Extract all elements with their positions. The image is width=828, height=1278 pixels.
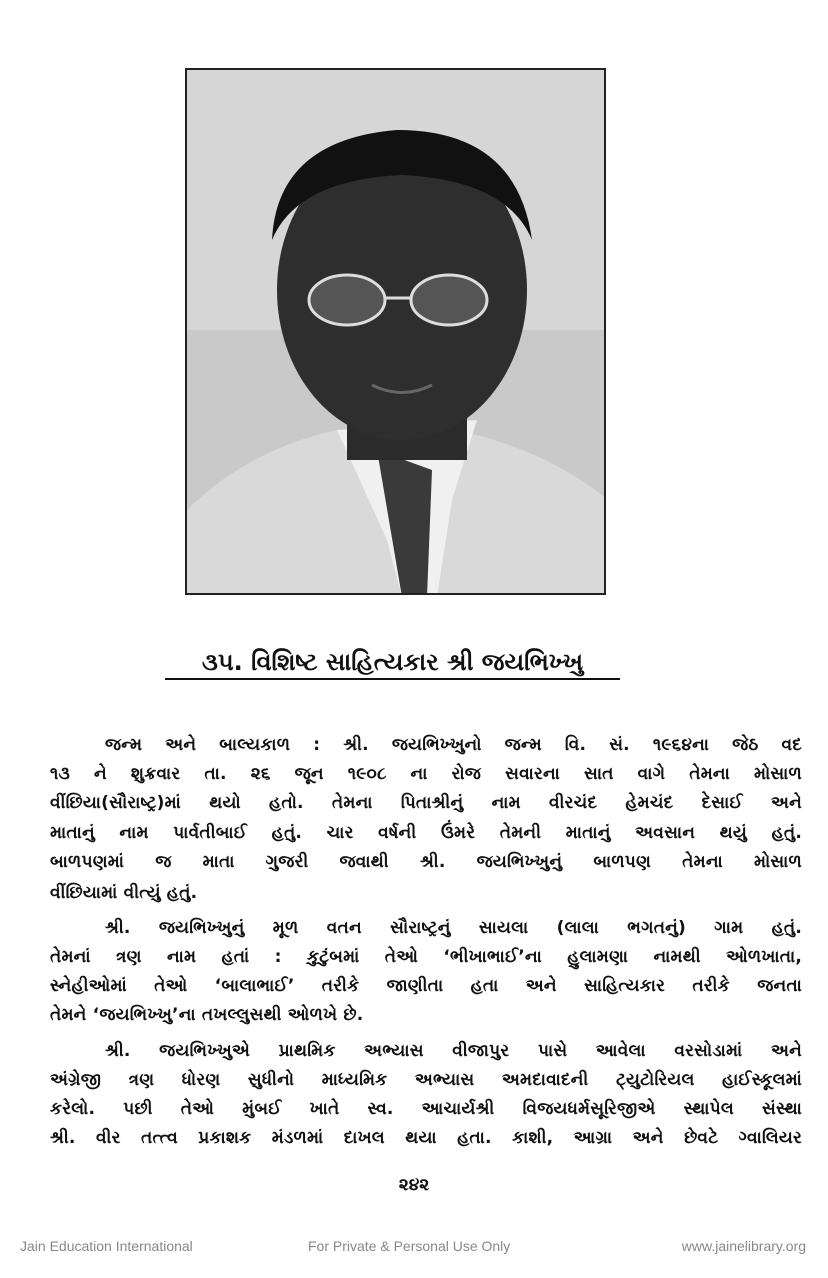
paragraph-line: જન્મ અને બાલ્યકાળ : શ્રી. જયભિખ્ખુનો જન્મ વિ. સં. ૧૯૬૪ના જેઠ વદ: [105, 735, 802, 755]
paragraph-line: તેમને ‘જયભિખ્ખુ’ના તખલ્લુસથી ઓળખે છે.: [50, 1005, 364, 1025]
paragraph-line: ૧૩ ને શુક્રવાર તા. ૨૬ જૂન ૧૯૦૮ ના રોજ સવારના સાત વાગે તેમના મોસાળ: [50, 764, 802, 784]
paragraph-line: માતાનું નામ પાર્વતીબાઈ હતું. ચાર વર્ષની ઉંમરે તેમની માતાનું અવસાન થયું હતું.: [50, 823, 802, 843]
paragraph-line: કરેલો. પછી તેઓ મુંબઈ ખાતે સ્વ. આચાર્યશ્રી વિજયધર્મસૂરિજીએ સ્થાપેલ સંસ્થા: [50, 1099, 802, 1119]
paragraph-line: શ્રી. જયભિખ્ખુનું મૂળ વતન સૌરાષ્ટ્રનું સાયલા (લાલા ભગતનું) ગામ હતું.: [105, 918, 802, 938]
paragraph-line: બાળપણમાં જ માતા ગુજરી જવાથી શ્રી. જયભિખ્ખુનું બાળપણ તેમના મોસાળ: [50, 852, 802, 872]
paragraph-line: સ્નેહીઓમાં તેઓ ‘બાલાભાઈ’ તરીકે જાણીતા હતા અને સાહિત્યકાર તરીકે જનતા: [50, 976, 802, 996]
paragraph-line: અંગ્રેજી ત્રણ ધોરણ સુધીનો માધ્યમિક અભ્યાસ અમદાવાદની ટ્યુટોરિયલ હાઈસ્કૂલમાં: [50, 1070, 802, 1090]
page-number: ૨૪૨: [398, 1175, 430, 1195]
paragraph-line: શ્રી. વીર તત્ત્વ પ્રકાશક મંડળમાં દાખલ થયા હતા. કાશી, આગ્રા અને છેવટે ગ્વાલિયર: [50, 1128, 802, 1148]
portrait-illustration: [187, 70, 606, 595]
footer-center: For Private & Personal Use Only: [308, 1238, 511, 1254]
footer-left: Jain Education International: [20, 1238, 193, 1254]
portrait-photo: [185, 68, 606, 595]
footer-right: www.jainelibrary.org: [681, 1238, 806, 1254]
paragraph-line: તેમનાં ત્રણ નામ હતાં : કુટુંબમાં તેઓ ‘ભીખાભાઈ’ના હુલામણા નામથી ઓળખાતા,: [50, 947, 802, 967]
paragraph-line: શ્રી. જયભિખ્ખુએ પ્રાથમિક અભ્યાસ વીજાપુર પાસે આવેલા વરસોડામાં અને: [105, 1041, 802, 1061]
paragraph-line: વીંછિયા(સૌરાષ્ટ્ર)માં થયો હતો. તેમના પિતાશ્રીનું નામ વીરચંદ હેમચંદ દેસાઈ અને: [50, 793, 802, 813]
chapter-title: ૩૫. વિશિષ્ટ સાહિત્યકાર શ્રી જયભિખ્ખુ: [165, 648, 620, 680]
paragraph-line: વીંછિયામાં વીત્યું હતું.: [50, 883, 198, 903]
